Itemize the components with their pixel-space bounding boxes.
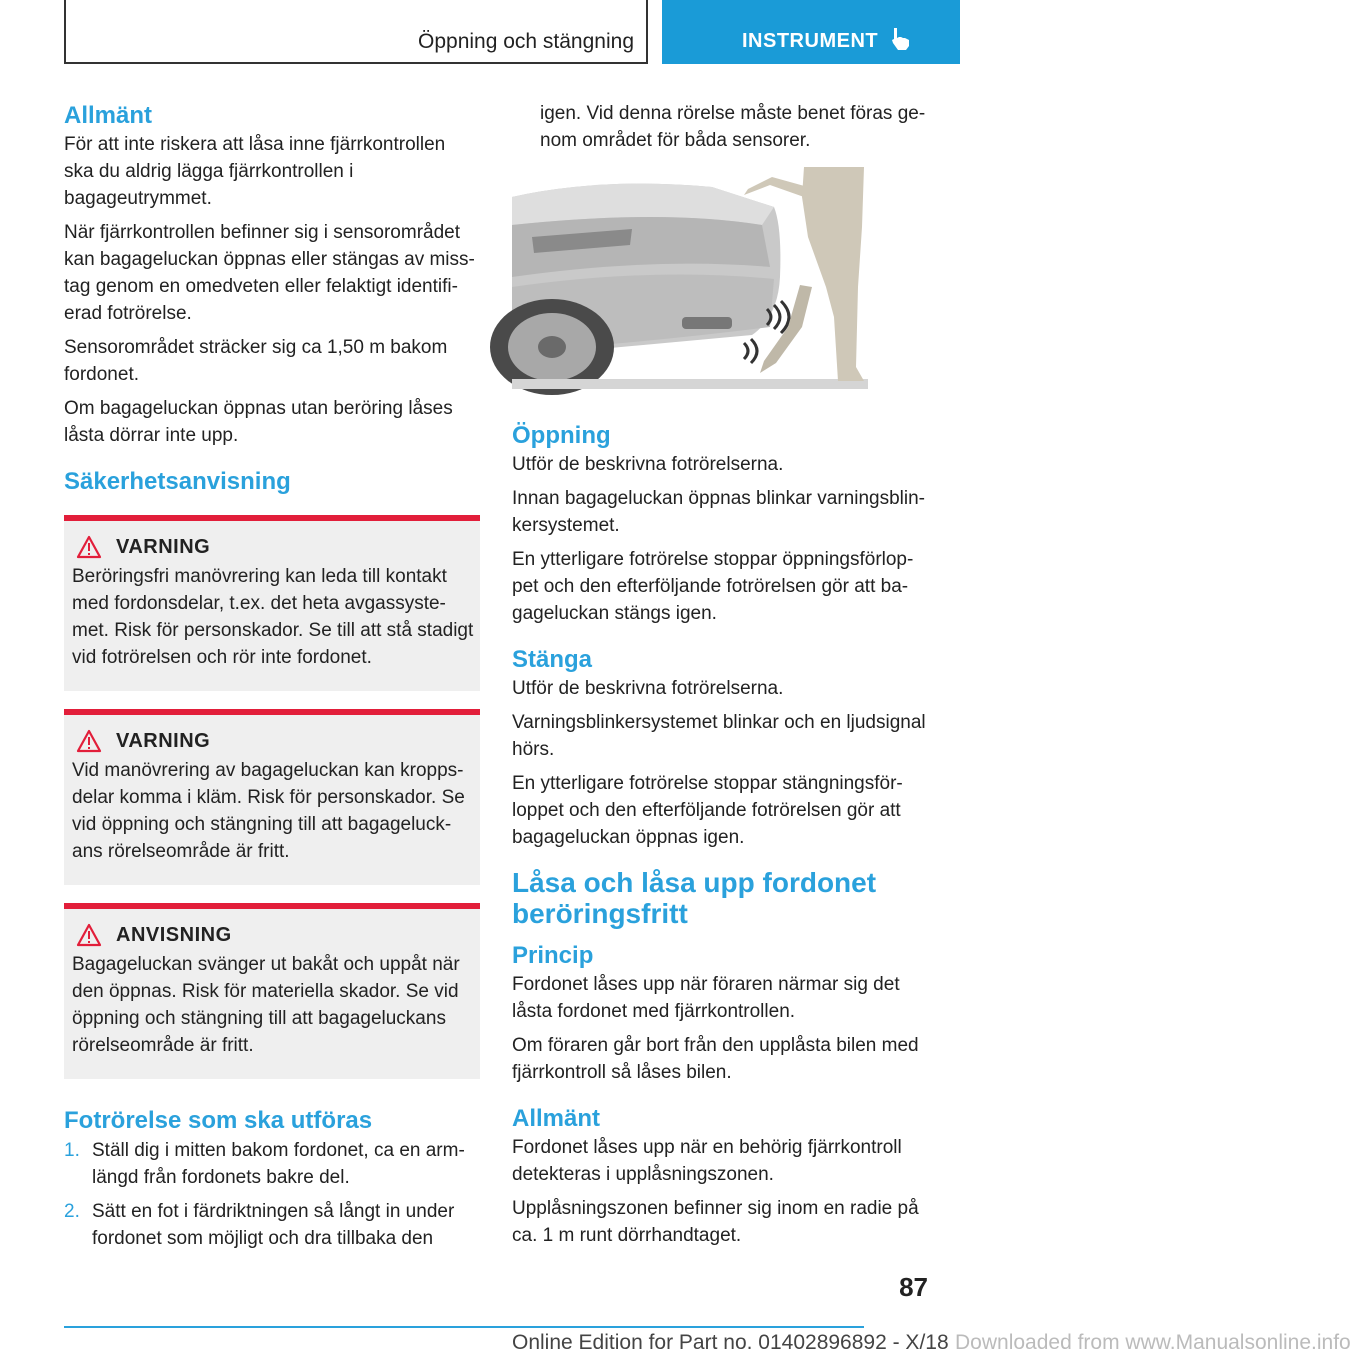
heading-allmant-2: Allmänt <box>512 1105 601 1133</box>
warning-text: Vid manövrering av bagageluckan kan kropps-delar komma i kläm. Risk för personskador. Se vid öppning och stängning till att bagageluck-ans rörelseområde är fritt. <box>72 760 465 863</box>
paragraph: Fordonet låses upp när en behörig fjärrkontroll detekteras i upplåsningszonen. <box>512 1137 902 1186</box>
step-text: Sätt en fot i färdriktningen så långt in under fordonet som möjligt och dra tillbaka den <box>92 1200 455 1249</box>
warning-text: Beröringsfri manövrering kan leda till kontakt med fordonsdelar, t.ex. det heta avgassyste-met. Risk för personskador. Se till att stå stadigt vid fotrörelsen och rör inte fordonet. <box>72 566 474 669</box>
heading-allmant: Allmänt <box>64 102 153 129</box>
paragraph: Om föraren går bort från den upplåsta bilen med fjärrkontroll så låses bilen. <box>512 1035 919 1084</box>
warning-title: VARNING <box>116 535 211 558</box>
footer-rule <box>64 1326 864 1328</box>
watermark-text: Downloaded from www.Manualsonline.info <box>955 1331 1351 1354</box>
right-column <box>512 100 928 1256</box>
step-number: 1. <box>64 1139 80 1161</box>
step-number: 2. <box>64 1200 80 1222</box>
paragraph: En ytterligare fotrörelse stoppar stängningsför-loppet och den efterföljande fotrörelsen gör att bagageluckan öppnas igen. <box>512 773 903 849</box>
edition-text: Online Edition for Part no. 01402896892 - X/18 <box>512 1331 949 1354</box>
paragraph: Fordonet låses upp när föraren närmar sig det låsta fordonet med fjärrkontrollen. <box>512 974 900 1023</box>
paragraph: Om bagageluckan öppnas utan beröring låses låsta dörrar inte upp. <box>64 398 453 447</box>
step-text: Ställ dig i mitten bakom fordonet, ca en arm-längd från fordonets bakre del. <box>92 1139 465 1188</box>
steps-list <box>64 1137 480 1252</box>
heading-lasa-line1: Låsa och låsa upp fordonet <box>512 867 877 899</box>
paragraph: Utför de beskrivna fotrörelserna. <box>512 454 784 476</box>
paragraph: Varningsblinkersystemet blinkar och en ljudsignal hörs. <box>512 712 926 761</box>
hand-pointer-icon <box>888 26 914 52</box>
warning-box <box>64 515 480 691</box>
chapter-tab[interactable] <box>662 0 960 64</box>
heading-sakerhetsanvisning: Säkerhetsanvisning <box>64 468 291 496</box>
list-item <box>64 1198 480 1252</box>
heading-fotrorelse: Fotrörelse som ska utföras <box>64 1107 373 1135</box>
notice-box <box>64 903 480 1079</box>
warning-triangle-icon <box>76 535 102 559</box>
illustration-foot-gesture <box>512 167 868 389</box>
left-column <box>64 100 480 1259</box>
warning-triangle-icon <box>76 923 102 947</box>
page-number: 87 <box>899 1272 928 1302</box>
paragraph: Sensorområdet sträcker sig ca 1,50 m bakom fordonet. <box>64 337 448 386</box>
notice-text: Bagageluckan svänger ut bakåt och uppåt när den öppnas. Risk för materiella skador. Se vid öppning och stängning till att bagageluckans rörelseområde är fritt. <box>72 954 460 1057</box>
heading-princip: Princip <box>512 941 594 969</box>
paragraph: Upplåsningszonen befinner sig inom en radie på ca. 1 m runt dörrhandtaget. <box>512 1198 919 1247</box>
warning-triangle-icon <box>76 729 102 753</box>
chapter-tab-label: INSTRUMENT <box>742 30 879 52</box>
warning-box <box>64 709 480 885</box>
paragraph-continued: igen. Vid denna rörelse måste benet föras ge-nom området för båda sensorer. <box>540 103 926 151</box>
paragraph: Innan bagageluckan öppnas blinkar varningsblin-kersystemet. <box>512 488 926 537</box>
heading-oppning: Öppning <box>512 422 611 449</box>
paragraph: Utför de beskrivna fotrörelserna. <box>512 678 784 700</box>
heading-stanga: Stänga <box>512 646 593 674</box>
section-title: Öppning och stängning <box>418 30 634 53</box>
paragraph: En ytterligare fotrörelse stoppar öppningsförlop-pet och den efterföljande fotrörelsen gör att ba-gageluckan stängs igen. <box>512 549 914 625</box>
warning-title: VARNING <box>116 729 211 752</box>
notice-title: ANVISNING <box>116 923 232 946</box>
list-item <box>64 1137 480 1191</box>
paragraph: För att inte riskera att låsa inne fjärrkontrollen ska du aldrig lägga fjärrkontrollen i bagageutrymmet. <box>64 134 446 210</box>
paragraph: När fjärrkontrollen befinner sig i sensorområdet kan bagageluckan öppnas eller stängas av miss-tag genom en omedveten eller felaktigt identifi-erad fotrörelse. <box>64 222 475 325</box>
heading-lasa-line2: beröringsfritt <box>512 898 688 930</box>
